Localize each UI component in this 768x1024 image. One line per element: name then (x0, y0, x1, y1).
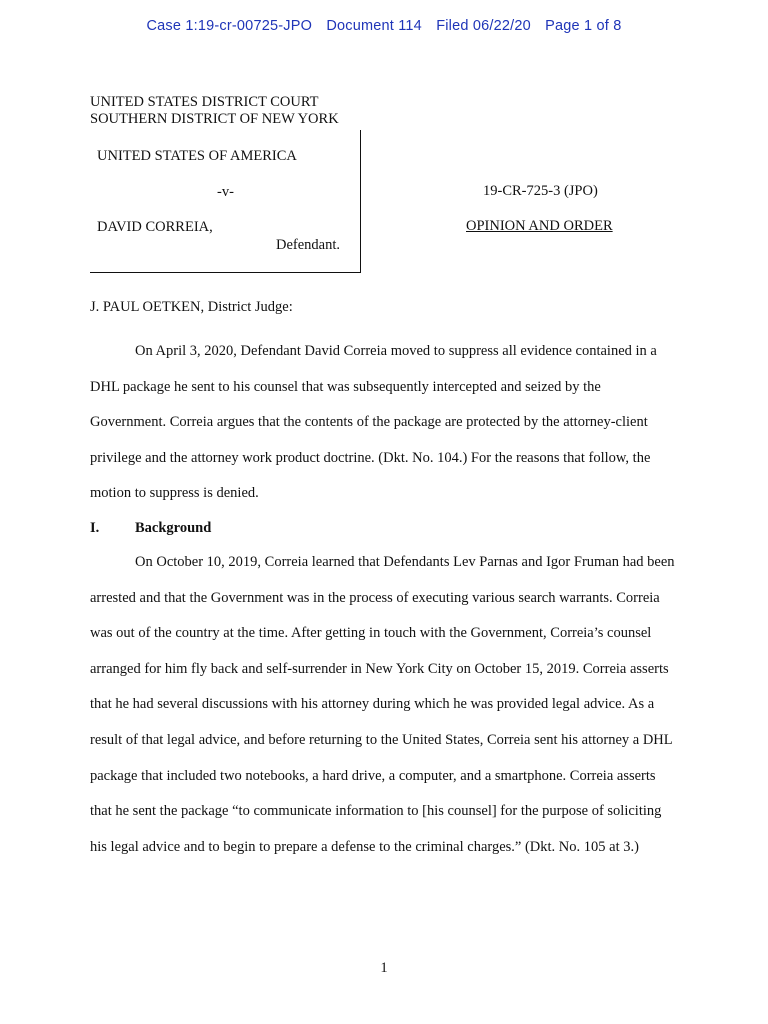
court-name (90, 94, 339, 128)
court-line-1: UNITED STATES DISTRICT COURT (90, 94, 319, 110)
case-caption-box (90, 130, 361, 273)
court-line-2: SOUTHERN DISTRICT OF NEW YORK (90, 111, 339, 127)
intro-paragraph-text: On April 3, 2020, Defendant David Correia moved to suppress all evidence contained in a DHL package he sent to his counsel that was subsequently intercepted and seized by the Government. Correia argues that the contents of the package are protected by the attorney-client privilege and the attorney work product doctrine. (Dkt. No. 104.) For the reasons that follow, the motion to suppress is denied. (90, 343, 657, 502)
ecf-header-stamp (0, 18, 768, 34)
caption-versus: -v- (217, 184, 234, 200)
background-paragraph-text: On October 10, 2019, Correia learned that Defendants Lev Parnas and Igor Fruman had been arrested and that the Government was in the process of executing various search warrants. Correia was out of the country at the time. After getting in touch with the Government, Correia’s counsel arranged for him fly back and self-surrender in New York City on October 15, 2019. Correia asserts that he had several discussions with his attorney during which he was provided legal advice. As a result of that legal advice, and before returning to the United States, Correia sent his attorney a DHL package that included two notebooks, a hard drive, a computer, and a smartphone. Correia asserts that he sent the package “to communicate information to [his counsel] for the purpose of soliciting his legal advice and to begin to prepare a defense to the criminal charges.” (Dkt. No. 105 at 3.) (90, 554, 675, 855)
background-paragraph (90, 545, 680, 865)
judge-line: J. PAUL OETKEN, District Judge: (90, 299, 293, 315)
document-title: OPINION AND ORDER (466, 218, 613, 234)
caption-defendant: DAVID CORREIA, (97, 219, 213, 235)
filed-date: Filed 06/22/20 (436, 18, 531, 34)
page-count: Page 1 of 8 (545, 18, 622, 34)
document-number: Document 114 (326, 18, 422, 34)
caption-plaintiff: UNITED STATES OF AMERICA (97, 148, 297, 164)
section-title: Background (135, 520, 212, 536)
intro-paragraph (90, 334, 680, 512)
page-number: 1 (380, 960, 388, 976)
docket-number: 19-CR-725-3 (JPO) (483, 183, 598, 199)
case-number: Case 1:19-cr-00725-JPO (146, 18, 313, 34)
section-heading (90, 520, 211, 537)
caption-role: Defendant. (276, 237, 341, 253)
section-number: I. (90, 520, 100, 536)
